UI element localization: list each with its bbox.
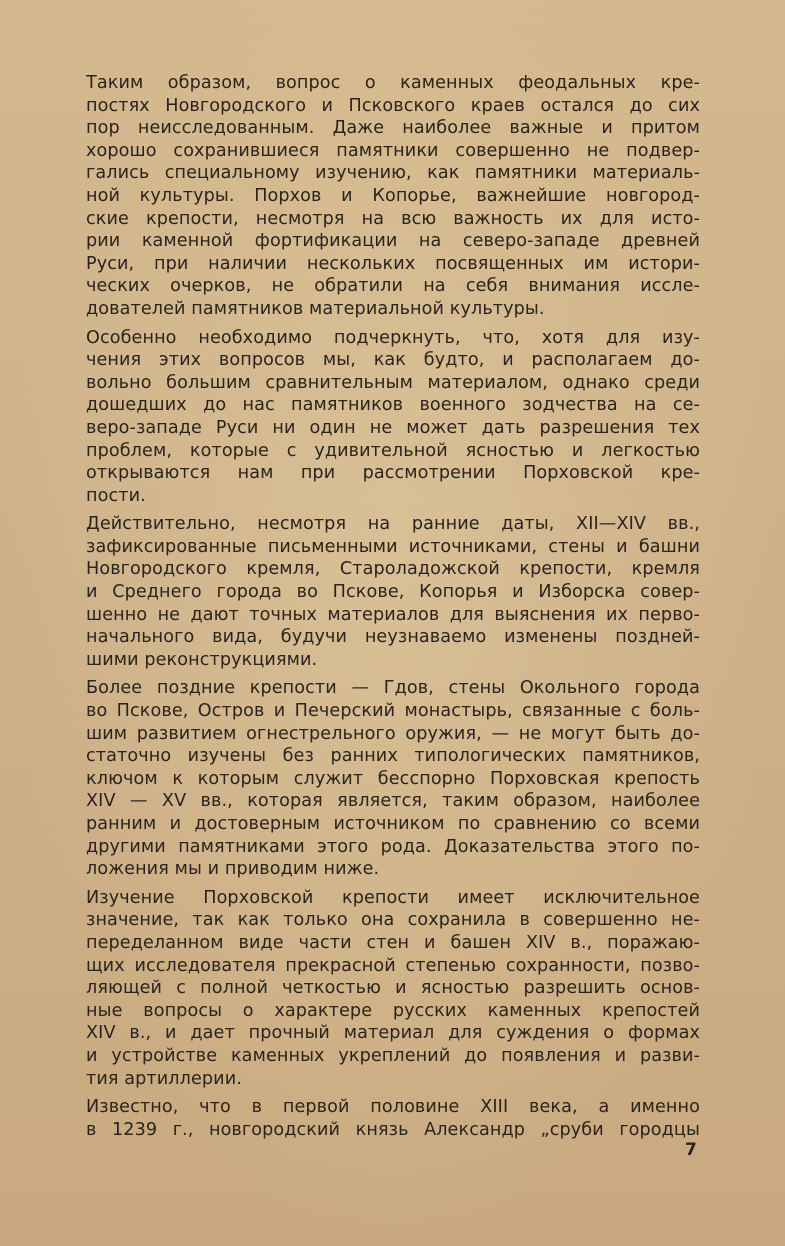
page-number: 7 xyxy=(685,1140,697,1160)
text-line: переделанном виде части стен и башен XIV в., поражаю- xyxy=(86,932,700,953)
text-line: щих исследователя прекрасной степенью сохранности, позво- xyxy=(86,955,700,976)
text-line: ной культуры. Порхов и Копорье, важнейшие новгород- xyxy=(86,185,700,206)
text-line: ские крепости, несмотря на всю важность их для исто- xyxy=(86,208,700,229)
text-line: хорошо сохранившиеся памятники совершенно не подвер- xyxy=(86,140,700,161)
text-line: Изучение Порховской крепости имеет исключительное xyxy=(86,887,700,908)
text-line: открываются нам при рассмотрении Порховской кре- xyxy=(86,463,700,484)
text-line: веро-западе Руси ни один не может дать разрешения тех xyxy=(86,417,700,438)
paragraph xyxy=(86,677,700,880)
text-line: дователей памятников материальной культуры. xyxy=(86,298,545,319)
text-line: Действительно, несмотря на ранние даты, XII—XIV вв., xyxy=(86,514,700,535)
text-line: ключом к которым служит бесспорно Порховская крепость xyxy=(86,768,700,789)
paragraph xyxy=(86,72,700,321)
text-line: вольно большим сравнительным материалом, однако среди xyxy=(86,372,700,393)
text-line: шенно не дают точных материалов для выяснения их перво- xyxy=(86,604,700,625)
text-line: статочно изучены без ранних типологических памятников, xyxy=(86,746,700,767)
text-line: гались специальному изучению, как памятники материаль- xyxy=(86,163,700,184)
body-text xyxy=(86,72,700,1147)
text-line: дошедших до нас памятников военного зодчества на се- xyxy=(86,395,700,416)
text-line: Руси, при наличии нескольких посвященных им истори- xyxy=(86,253,700,274)
text-line: ляющей с полной четкостью и ясностью разрешить основ- xyxy=(86,978,700,999)
text-line: рии каменной фортификации на северо-западе древней xyxy=(86,231,700,252)
paragraph xyxy=(86,1096,700,1141)
text-line: Известно, что в первой половине XIII века, а именно xyxy=(86,1097,700,1118)
text-line: ранним и достоверным источником по сравнению со всеми xyxy=(86,814,700,834)
text-line: проблем, которые с удивительной ясностью и легкостью xyxy=(86,440,700,461)
text-line: и устройстве каменных укреплений до появления и разви- xyxy=(86,1045,700,1066)
paragraph xyxy=(86,327,700,508)
text-line: другими памятниками этого рода. Доказательства этого по- xyxy=(86,836,700,857)
text-line: в 1239 г., новгородский князь Александр „сруби городцы xyxy=(86,1119,700,1140)
text-line: постях Новгородского и Псковского краев остался до сих xyxy=(86,95,700,116)
paragraph xyxy=(86,887,700,1090)
text-line: ческих очерков, не обратили на себя внимания иссле- xyxy=(86,276,700,297)
text-line: зафиксированные письменными источниками, стены и башни xyxy=(86,536,700,557)
text-line: начального вида, будучи неузнаваемо изменены поздней- xyxy=(86,627,700,648)
text-line: тия артиллерии. xyxy=(86,1068,242,1089)
text-line: Особенно необходимо подчеркнуть, что, хотя для изу- xyxy=(86,327,700,348)
text-line: чения этих вопросов мы, как будто, и располагаем до- xyxy=(86,350,700,371)
text-line: XIV — XV вв., которая является, таким образом, наиболее xyxy=(86,791,700,812)
text-line: шим развитием огнестрельного оружия, — не могут быть до- xyxy=(86,723,700,744)
text-line: ные вопросы о характере русских каменных крепостей xyxy=(86,1000,700,1021)
text-line: пости. xyxy=(86,485,146,506)
paragraph xyxy=(86,513,700,671)
text-line: и Среднего города во Пскове, Копорья и Изборска совер- xyxy=(86,582,700,603)
text-line: Таким образом, вопрос о каменных феодальных кре- xyxy=(86,73,700,93)
text-line: ложения мы и приводим ниже. xyxy=(86,859,380,880)
text-line: Более поздние крепости — Гдов, стены Окольного города xyxy=(86,678,700,699)
text-line: во Пскове, Остров и Печерский монастырь, связанные с боль- xyxy=(86,701,700,722)
text-line: Новгородского кремля, Староладожской крепости, кремля xyxy=(86,559,700,580)
text-line: XIV в., и дает прочный материал для суждения о формах xyxy=(86,1023,700,1044)
text-line: значение, так как только она сохранила в совершенно не- xyxy=(86,910,700,931)
text-line: шими реконструкциями. xyxy=(86,649,318,670)
text-line: пор неисследованным. Даже наиболее важные и притом xyxy=(86,118,700,139)
